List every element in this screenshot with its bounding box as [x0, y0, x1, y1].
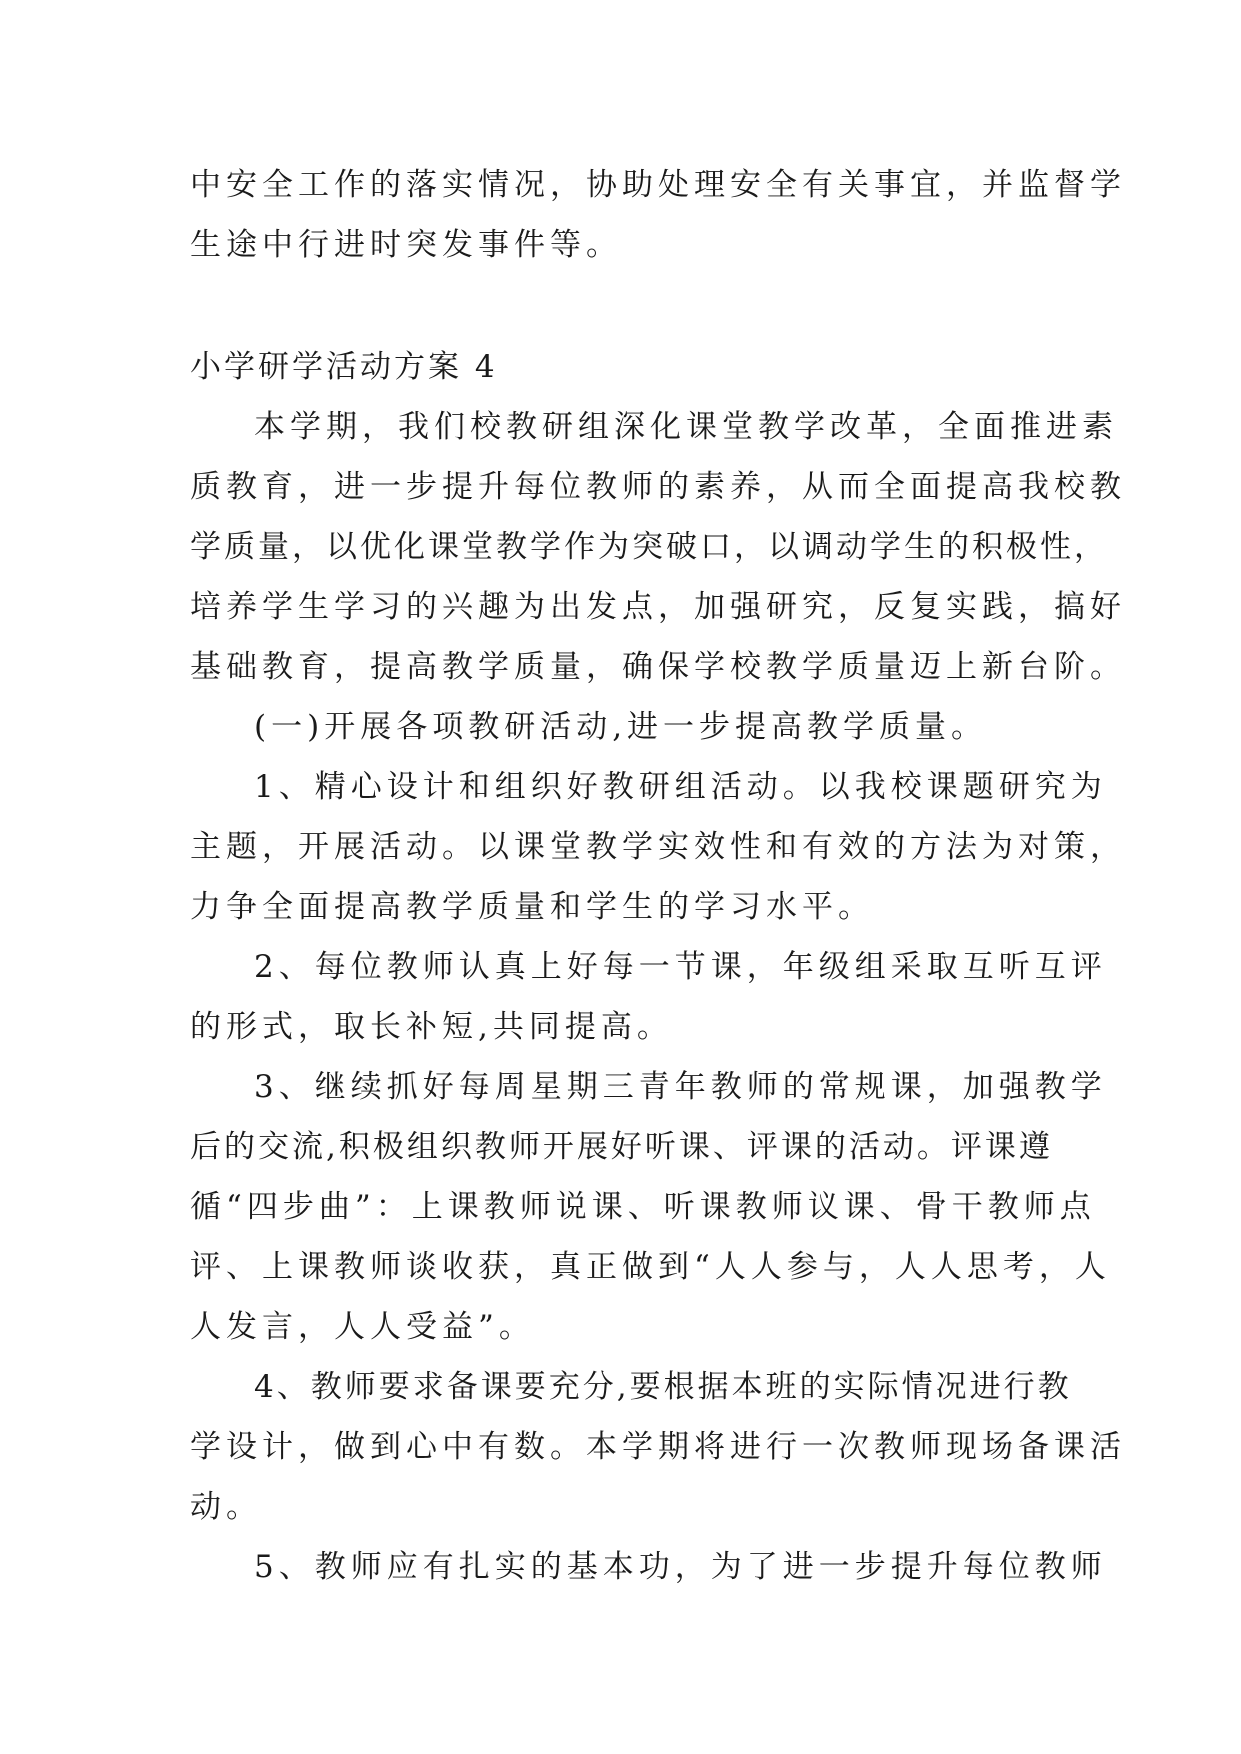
text-line: 动。 [190, 1489, 262, 1525]
paragraph [190, 937, 1107, 1057]
text-line: 的形式，取长补短,共同提高。 [190, 1009, 673, 1045]
body-text [190, 397, 1126, 1597]
text-line: 生途中行进时突发事件等。 [190, 227, 622, 263]
text-line: 4、教师要求备课要充分,要根据本班的实际情况进行教 [254, 1369, 1072, 1405]
text-line: 1、精心设计和组织好教研组活动。以我校课题研究为 [254, 769, 1107, 805]
text-line: 学设计，做到心中有数。本学期将进行一次教师现场备课活 [190, 1429, 1126, 1465]
paragraph [190, 1537, 1107, 1597]
text-line: 人发言，人人受益”。 [190, 1309, 535, 1345]
paragraph [190, 757, 1126, 937]
text-line: 评、上课教师谈收获，真正做到“人人参与，人人思考，人 [190, 1249, 1111, 1285]
text-line: 学质量，以优化课堂教学作为突破口，以调动学生的积极性， [190, 529, 1108, 565]
section-title: 小学研学活动方案 4 [190, 349, 498, 385]
continuation-text [190, 155, 1126, 275]
text-line: 2、每位教师认真上好每一节课，年级组采取互听互评 [254, 949, 1107, 985]
text-line: 质教育，进一步提升每位教师的素养，从而全面提高我校教 [190, 469, 1126, 505]
text-line: 主题，开展活动。以课堂教学实效性和有效的方法为对策， [190, 829, 1126, 865]
text-line: 基础教育，提高教学质量，确保学校教学质量迈上新台阶。 [190, 649, 1126, 685]
text-line: 中安全工作的落实情况，协助处理安全有关事宜，并监督学 [190, 167, 1126, 203]
paragraph [190, 697, 1052, 757]
text-line: 后的交流,积极组织教师开展好听课、评课的活动。评课遵 [190, 1129, 1053, 1165]
text-line: 3、继续抓好每周星期三青年教师的常规课，加强教学 [254, 1069, 1107, 1105]
paragraph [190, 397, 1126, 697]
text-line: 力争全面提高教学质量和学生的学习水平。 [190, 889, 874, 925]
paragraph [190, 1357, 1126, 1537]
text-line: 循“四步曲”：上课教师说课、听课教师议课、骨干教师点 [190, 1189, 1096, 1225]
text-line: 5、教师应有扎实的基本功，为了进一步提升每位教师 [254, 1549, 1107, 1585]
text-line: 本学期，我们校教研组深化课堂教学改革，全面推进素 [254, 409, 1118, 445]
text-line: 培养学生学习的兴趣为出发点，加强研究，反复实践，搞好 [190, 589, 1126, 625]
text-line: (一)开展各项教研活动,进一步提高教学质量。 [254, 709, 988, 745]
paragraph [190, 1057, 1111, 1357]
